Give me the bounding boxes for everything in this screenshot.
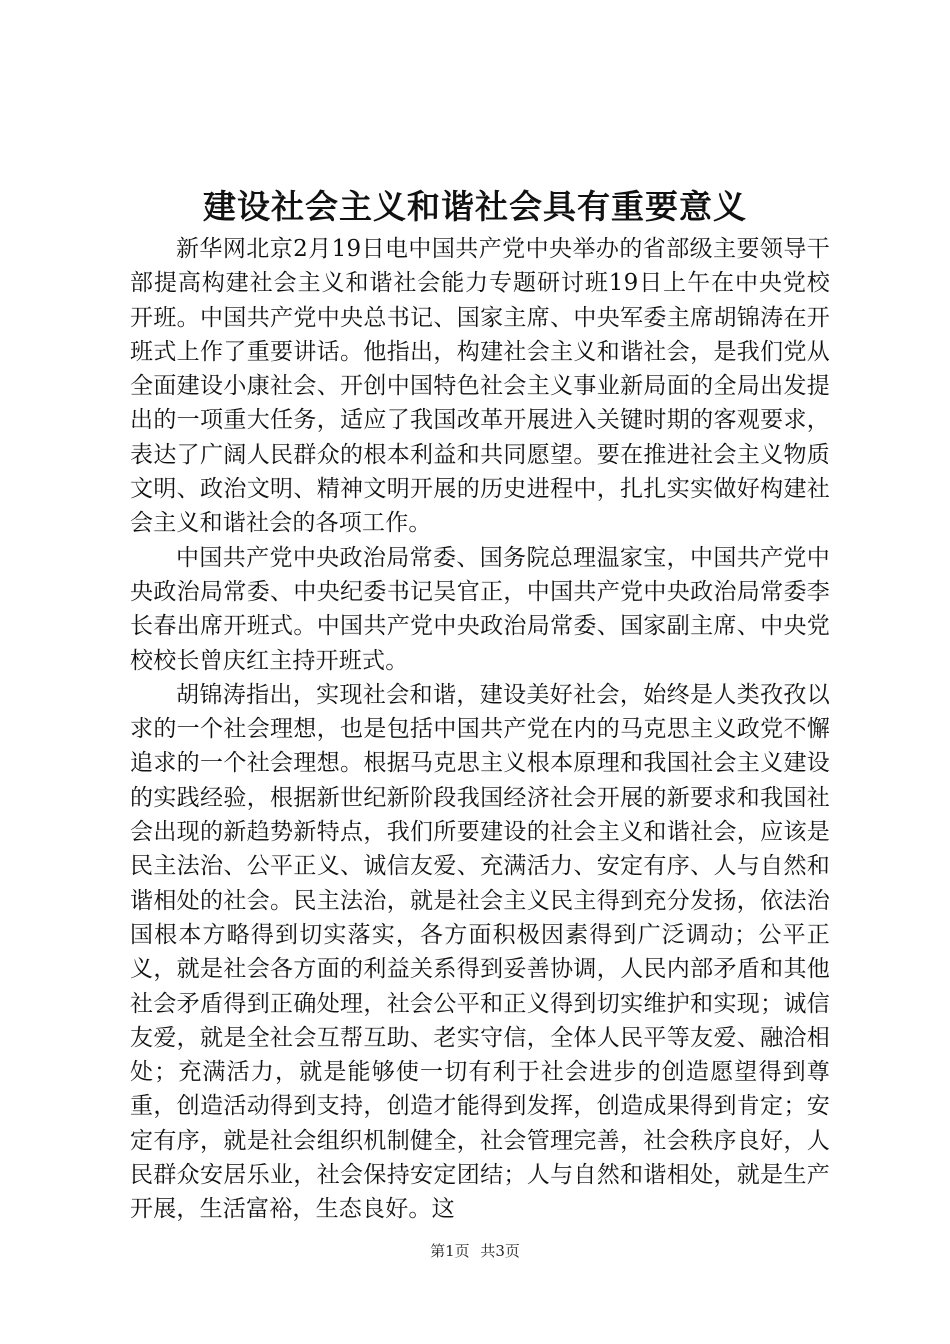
- document-body: [130, 232, 830, 1223]
- page-footer: [0, 1240, 950, 1262]
- paragraph-1: 新华网北京2月19日电中国共产党中央举办的省部级主要领导干部提高构建社会主义和谐社会能力专题研讨班19日上午在中央党校开班。中国共产党中央总书记、国家主席、中央军委主席胡锦涛在开班式上作了重要讲话。他指出，构建社会主义和谐社会，是我们党从全面建设小康社会、开创中国特色社会主义事业新局面的全局出发提出的一项重大任务，适应了我国改革开展进入关键时期的客观要求，表达了广阔人民群众的根本利益和共同愿望。要在推进社会主义物质文明、政治文明、精神文明开展的历史进程中，扎扎实实做好构建社会主义和谐社会的各项工作。: [130, 236, 830, 537]
- page-number: 第1页: [430, 1242, 470, 1260]
- page-total: 共3页: [480, 1242, 520, 1260]
- document-title: 建设社会主义和谐社会具有重要意义: [203, 187, 747, 226]
- paragraph-2: 中国共产党中央政治局常委、国务院总理温家宝，中国共产党中央政治局常委、中央纪委书记吴官正，中国共产党中央政治局常委李长春出席开班式。中国共产党中央政治局常委、国家副主席、中央党校校长曾庆红主持开班式。: [130, 544, 830, 674]
- paragraph-3: 胡锦涛指出，实现社会和谐，建设美好社会，始终是人类孜孜以求的一个社会理想，也是包括中国共产党在内的马克思主义政党不懈追求的一个社会理想。根据马克思主义根本原理和我国社会主义建设的实践经验，根据新世纪新阶段我国经济社会开展的新要求和我国社会出现的新趋势新特点，我们所要建设的社会主义和谐社会，应该是民主法治、公平正义、诚信友爱、充满活力、安定有序、人与自然和谐相处的社会。民主法治，就是社会主义民主得到充分发扬，依法治国根本方略得到切实落实，各方面积极因素得到广泛调动；公平正义，就是社会各方面的利益关系得到妥善协调，人民内部矛盾和其他社会矛盾得到正确处理，社会公平和正义得到切实维护和实现；诚信友爱，就是全社会互帮互助、老实守信，全体人民平等友爱、融洽相处；充满活力，就是能够使一切有利于社会进步的创造愿望得到尊重，创造活动得到支持，创造才能得到发挥，创造成果得到肯定；安定有序，就是社会组织机制健全，社会管理完善，社会秩序良好，人民群众安居乐业，社会保持安定团结；人与自然和谐相处，就是生产开展，生活富裕，生态良好。这: [130, 681, 830, 1223]
